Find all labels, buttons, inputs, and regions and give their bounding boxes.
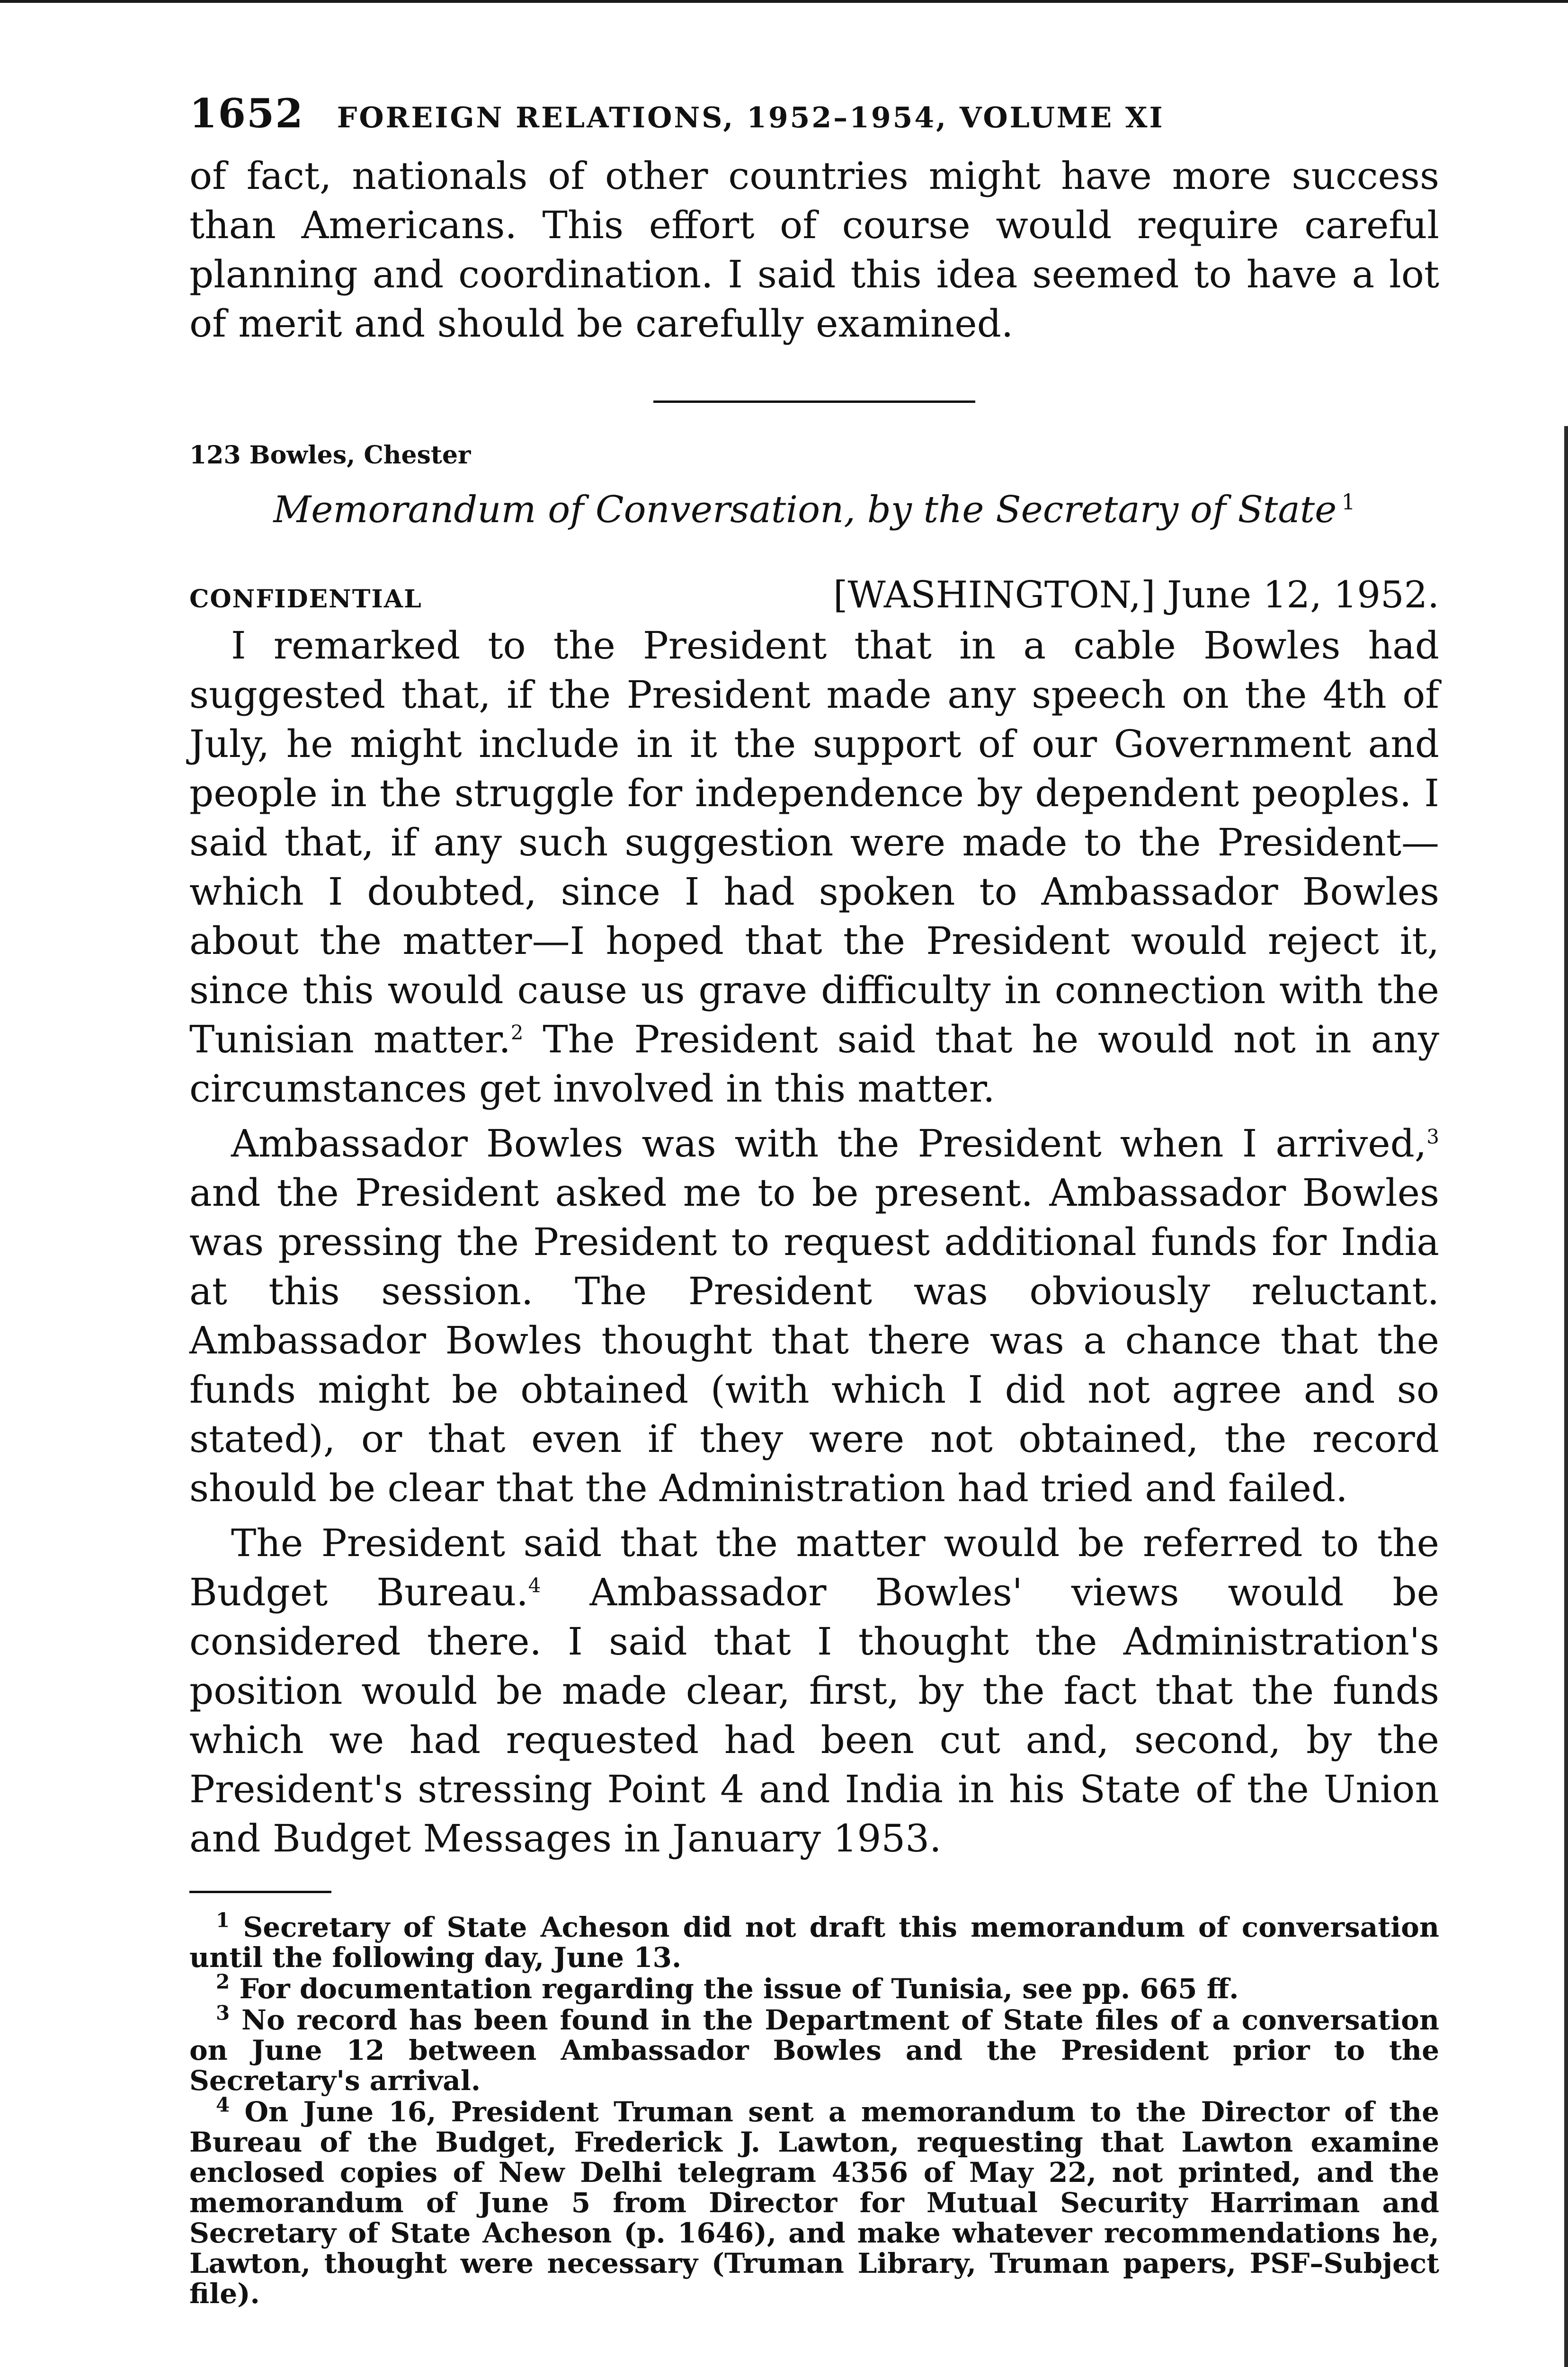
footnote [189, 1908, 1439, 1974]
page-header [189, 90, 1439, 147]
document-title-text: Memorandum of Conversation, by the Secretary of State [273, 489, 1337, 531]
file-reference: 123 Bowles, Chester [189, 441, 471, 470]
document-page [189, 90, 1439, 2310]
paragraph-text: Ambassador Bowles' views would be considered there. I said that I thought the Administration's position would be made clear, first, by the fact that the funds which we had requested had been cut and, second, by the President's stressing Point 4 and India in his State of the Union and Budget Messages in January 1953. [189, 1570, 1439, 1860]
scan-edge-right [1564, 426, 1568, 2367]
footnote-mark: 2 [216, 1970, 230, 1993]
document-meta [189, 574, 1439, 616]
footnote-mark: 3 [216, 2001, 230, 2025]
page-number: 1652 [189, 90, 304, 137]
footnote-ref: 4 [528, 1574, 541, 1597]
paragraph-text: The President said that he would not in any circumstances get involved in this matter. [189, 1017, 1440, 1111]
scan-edge-top [0, 0, 1568, 3]
footnote-text: Secretary of State Acheson did not draft this memorandum of conversation until the following day, June 13. [189, 1911, 1439, 1974]
paragraph-text: I remarked to the President that in a cable Bowles had suggested that, if the President made any speech on the 4th of July, he might include in it the support of our Government and people in the struggle for independence by dependent peoples. I said that, if any such suggestion were made to the President—which I doubted, since I had spoken to Ambassador Bowles about the matter—I hoped that the President would reject it, since this would cause us grave difficulty in connection with the Tunisian matter. [189, 623, 1439, 1061]
footnote [189, 2093, 1439, 2310]
footnote [189, 1970, 1439, 2005]
paragraph-text: The President said that the matter would be referred to the Budget Bureau. [189, 1521, 1439, 1614]
footnote-divider [189, 1891, 331, 1893]
footnote-mark: 1 [216, 1908, 230, 1932]
document-title [189, 489, 1439, 531]
footnote-mark: 4 [216, 2093, 230, 2117]
footnote-text: On June 16, President Truman sent a memorandum to the Director of the Bureau of the Budget, Frederick J. Lawton, requesting that Lawton examine enclosed copies of New Delhi telegram 4356 of May 22, not printed, and the memorandum of June 5 from Director for Mutual Security Harriman and Secretary of State Acheson (p. 1646), and make whatever recommendations he, Lawton, thought were necessary (Truman Library, Truman papers, PSF–Subject file). [189, 2096, 1439, 2310]
dateline: [WASHINGTON,] June 12, 1952. [833, 574, 1439, 616]
paragraph-text: and the President asked me to be present. Ambassador Bowles was pressing the President to request additional funds for India at this session. The President was obviously reluctant. Ambassador Bowles thought that there was a chance that the funds might be obtained (with which I did not agree and so stated), or that even if they were not obtained, the record should be clear that the Administration had tried and failed. [189, 1171, 1439, 1510]
footnote-ref: 3 [1426, 1125, 1439, 1148]
paragraph-text: Ambassador Bowles was with the President when I arrived, [231, 1121, 1427, 1166]
running-head: FOREIGN RELATIONS, 1952–1954, VOLUME XI [337, 101, 1165, 134]
footnote-ref: 2 [510, 1021, 524, 1044]
footnote-text: For documentation regarding the issue of Tunisia, see pp. 665 ff. [239, 1973, 1239, 2005]
body-paragraph [189, 1519, 1439, 1863]
title-footnote-mark: 1 [1341, 489, 1355, 515]
footnote [189, 2001, 1439, 2097]
classification-label: CONFIDENTIAL [189, 585, 422, 614]
footnote-text: No record has been found in the Department of State files of a conversation on June 12 between Ambassador Bowles and the President prior to the Secretary's arrival. [189, 2004, 1439, 2097]
section-divider [653, 400, 975, 403]
footnotes [189, 1908, 1439, 2310]
continuation-paragraph: of fact, nationals of other countries might have more success than Americans. This effort of course would require careful planning and coordination. I said this idea seemed to have a lot of merit and should be carefully examined. [189, 154, 1439, 346]
body-paragraph [189, 1119, 1439, 1513]
body-paragraph [189, 621, 1439, 1113]
